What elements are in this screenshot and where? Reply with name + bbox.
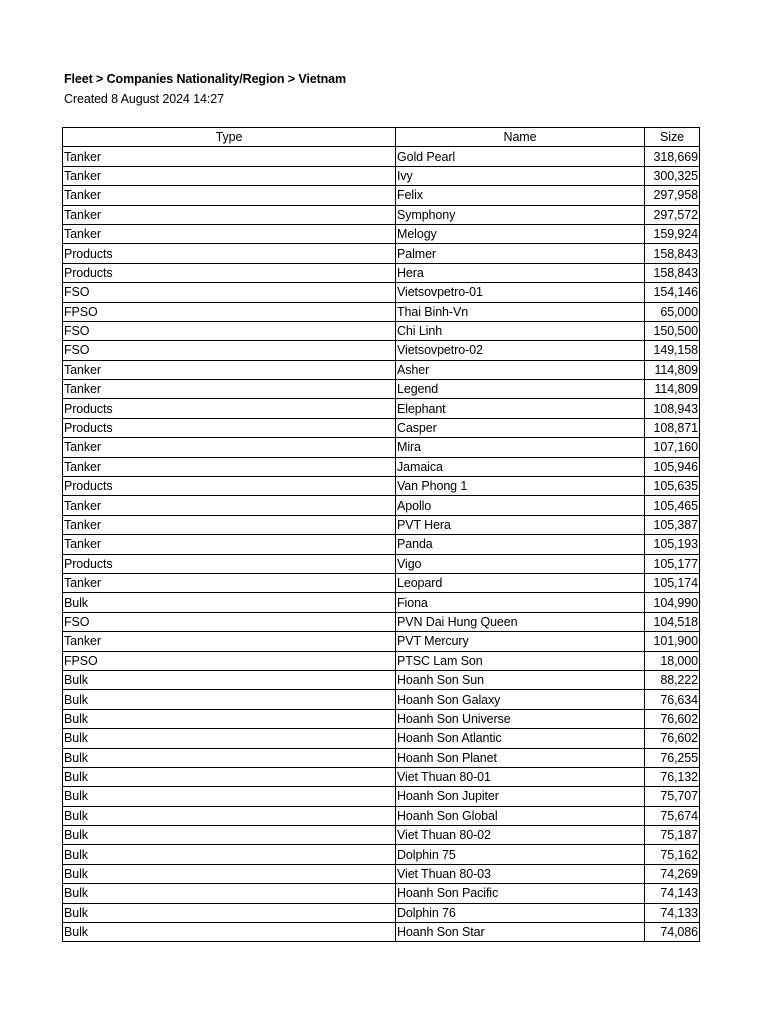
name-cell: Fiona bbox=[396, 593, 645, 612]
table-row bbox=[63, 263, 700, 282]
fleet-table bbox=[62, 127, 700, 942]
table-row bbox=[63, 399, 700, 418]
size-cell: 105,193 bbox=[645, 535, 700, 554]
name-cell: Hoanh Son Galaxy bbox=[396, 690, 645, 709]
table-row bbox=[63, 864, 700, 883]
type-cell: Bulk bbox=[63, 864, 396, 883]
name-cell: Hera bbox=[396, 263, 645, 282]
table-row bbox=[63, 244, 700, 263]
type-cell: Products bbox=[63, 418, 396, 437]
name-cell: Casper bbox=[396, 418, 645, 437]
type-cell: Tanker bbox=[63, 360, 396, 379]
table-row bbox=[63, 224, 700, 243]
column-header-type: Type bbox=[63, 128, 396, 147]
size-cell: 108,871 bbox=[645, 418, 700, 437]
type-cell: Bulk bbox=[63, 845, 396, 864]
table-row bbox=[63, 806, 700, 825]
name-cell: Hoanh Son Global bbox=[396, 806, 645, 825]
name-cell: Symphony bbox=[396, 205, 645, 224]
size-cell: 108,943 bbox=[645, 399, 700, 418]
type-cell: Bulk bbox=[63, 903, 396, 922]
type-cell: Tanker bbox=[63, 166, 396, 185]
size-cell: 158,843 bbox=[645, 244, 700, 263]
type-cell: Bulk bbox=[63, 767, 396, 786]
size-cell: 88,222 bbox=[645, 670, 700, 689]
type-cell: Bulk bbox=[63, 806, 396, 825]
type-cell: Tanker bbox=[63, 186, 396, 205]
type-cell: Tanker bbox=[63, 457, 396, 476]
size-cell: 76,255 bbox=[645, 748, 700, 767]
name-cell: Mira bbox=[396, 438, 645, 457]
type-cell: FSO bbox=[63, 283, 396, 302]
name-cell: Hoanh Son Universe bbox=[396, 709, 645, 728]
name-cell: Hoanh Son Pacific bbox=[396, 884, 645, 903]
table-row bbox=[63, 341, 700, 360]
name-cell: Legend bbox=[396, 380, 645, 399]
name-cell: Chi Linh bbox=[396, 321, 645, 340]
table-row bbox=[63, 651, 700, 670]
type-cell: Tanker bbox=[63, 224, 396, 243]
size-cell: 150,500 bbox=[645, 321, 700, 340]
table-row bbox=[63, 729, 700, 748]
breadcrumb: Fleet > Companies Nationality/Region > Vietnam bbox=[64, 72, 347, 86]
name-cell: Vietsovpetro-01 bbox=[396, 283, 645, 302]
name-cell: Gold Pearl bbox=[396, 147, 645, 166]
table-row bbox=[63, 302, 700, 321]
size-cell: 297,958 bbox=[645, 186, 700, 205]
type-cell: Tanker bbox=[63, 535, 396, 554]
size-cell: 75,707 bbox=[645, 787, 700, 806]
column-header-name: Name bbox=[396, 128, 645, 147]
name-cell: Vietsovpetro-02 bbox=[396, 341, 645, 360]
size-cell: 104,518 bbox=[645, 612, 700, 631]
name-cell: Viet Thuan 80-02 bbox=[396, 826, 645, 845]
size-cell: 76,602 bbox=[645, 729, 700, 748]
size-cell: 76,132 bbox=[645, 767, 700, 786]
name-cell: Viet Thuan 80-03 bbox=[396, 864, 645, 883]
type-cell: FPSO bbox=[63, 651, 396, 670]
table-row bbox=[63, 535, 700, 554]
type-cell: Bulk bbox=[63, 826, 396, 845]
size-cell: 159,924 bbox=[645, 224, 700, 243]
name-cell: Melogy bbox=[396, 224, 645, 243]
name-cell: Panda bbox=[396, 535, 645, 554]
table-row bbox=[63, 477, 700, 496]
type-cell: Tanker bbox=[63, 573, 396, 592]
table-row bbox=[63, 166, 700, 185]
type-cell: Products bbox=[63, 554, 396, 573]
size-cell: 105,465 bbox=[645, 496, 700, 515]
size-cell: 105,387 bbox=[645, 515, 700, 534]
name-cell: Vigo bbox=[396, 554, 645, 573]
name-cell: Leopard bbox=[396, 573, 645, 592]
table-row bbox=[63, 826, 700, 845]
type-cell: Tanker bbox=[63, 632, 396, 651]
type-cell: Bulk bbox=[63, 787, 396, 806]
table-row bbox=[63, 709, 700, 728]
table-row bbox=[63, 147, 700, 166]
name-cell: Van Phong 1 bbox=[396, 477, 645, 496]
size-cell: 75,162 bbox=[645, 845, 700, 864]
size-cell: 74,086 bbox=[645, 923, 700, 942]
name-cell: Hoanh Son Atlantic bbox=[396, 729, 645, 748]
table-row bbox=[63, 418, 700, 437]
size-cell: 300,325 bbox=[645, 166, 700, 185]
table-row bbox=[63, 554, 700, 573]
name-cell: Apollo bbox=[396, 496, 645, 515]
type-cell: Products bbox=[63, 477, 396, 496]
size-cell: 105,946 bbox=[645, 457, 700, 476]
size-cell: 75,187 bbox=[645, 826, 700, 845]
name-cell: PTSC Lam Son bbox=[396, 651, 645, 670]
type-cell: Bulk bbox=[63, 670, 396, 689]
table-row bbox=[63, 360, 700, 379]
name-cell: Palmer bbox=[396, 244, 645, 263]
table-header-row bbox=[63, 128, 700, 147]
type-cell: Bulk bbox=[63, 729, 396, 748]
table-row bbox=[63, 612, 700, 631]
table-row bbox=[63, 496, 700, 515]
name-cell: Ivy bbox=[396, 166, 645, 185]
table-row bbox=[63, 923, 700, 942]
column-header-size: Size bbox=[645, 128, 700, 147]
type-cell: FSO bbox=[63, 612, 396, 631]
size-cell: 74,133 bbox=[645, 903, 700, 922]
type-cell: Bulk bbox=[63, 884, 396, 903]
table-row bbox=[63, 457, 700, 476]
size-cell: 75,674 bbox=[645, 806, 700, 825]
type-cell: Products bbox=[63, 263, 396, 282]
size-cell: 114,809 bbox=[645, 380, 700, 399]
size-cell: 101,900 bbox=[645, 632, 700, 651]
table-row bbox=[63, 205, 700, 224]
table-row bbox=[63, 690, 700, 709]
page-header bbox=[64, 70, 346, 108]
created-timestamp: Created 8 August 2024 14:27 bbox=[64, 92, 224, 106]
table-row bbox=[63, 186, 700, 205]
table-row bbox=[63, 573, 700, 592]
table-row bbox=[63, 845, 700, 864]
table-row bbox=[63, 593, 700, 612]
type-cell: FSO bbox=[63, 321, 396, 340]
size-cell: 297,572 bbox=[645, 205, 700, 224]
table-row bbox=[63, 767, 700, 786]
size-cell: 74,269 bbox=[645, 864, 700, 883]
type-cell: FSO bbox=[63, 341, 396, 360]
size-cell: 65,000 bbox=[645, 302, 700, 321]
type-cell: Tanker bbox=[63, 205, 396, 224]
size-cell: 158,843 bbox=[645, 263, 700, 282]
size-cell: 76,602 bbox=[645, 709, 700, 728]
size-cell: 107,160 bbox=[645, 438, 700, 457]
name-cell: Elephant bbox=[396, 399, 645, 418]
name-cell: Felix bbox=[396, 186, 645, 205]
type-cell: Bulk bbox=[63, 923, 396, 942]
type-cell: Bulk bbox=[63, 748, 396, 767]
table-row bbox=[63, 632, 700, 651]
table-row bbox=[63, 283, 700, 302]
size-cell: 105,635 bbox=[645, 477, 700, 496]
size-cell: 154,146 bbox=[645, 283, 700, 302]
type-cell: Bulk bbox=[63, 593, 396, 612]
name-cell: Dolphin 76 bbox=[396, 903, 645, 922]
table-row bbox=[63, 787, 700, 806]
name-cell: Hoanh Son Sun bbox=[396, 670, 645, 689]
type-cell: Tanker bbox=[63, 147, 396, 166]
size-cell: 76,634 bbox=[645, 690, 700, 709]
table-row bbox=[63, 884, 700, 903]
name-cell: Dolphin 75 bbox=[396, 845, 645, 864]
size-cell: 104,990 bbox=[645, 593, 700, 612]
name-cell: Viet Thuan 80-01 bbox=[396, 767, 645, 786]
type-cell: Products bbox=[63, 244, 396, 263]
name-cell: Thai Binh-Vn bbox=[396, 302, 645, 321]
name-cell: PVT Mercury bbox=[396, 632, 645, 651]
type-cell: Tanker bbox=[63, 515, 396, 534]
table-row bbox=[63, 380, 700, 399]
name-cell: Asher bbox=[396, 360, 645, 379]
size-cell: 318,669 bbox=[645, 147, 700, 166]
type-cell: Products bbox=[63, 399, 396, 418]
name-cell: PVT Hera bbox=[396, 515, 645, 534]
type-cell: Tanker bbox=[63, 438, 396, 457]
size-cell: 114,809 bbox=[645, 360, 700, 379]
name-cell: PVN Dai Hung Queen bbox=[396, 612, 645, 631]
table-body bbox=[63, 147, 700, 942]
size-cell: 149,158 bbox=[645, 341, 700, 360]
type-cell: Bulk bbox=[63, 690, 396, 709]
size-cell: 74,143 bbox=[645, 884, 700, 903]
name-cell: Hoanh Son Star bbox=[396, 923, 645, 942]
type-cell: FPSO bbox=[63, 302, 396, 321]
size-cell: 18,000 bbox=[645, 651, 700, 670]
size-cell: 105,174 bbox=[645, 573, 700, 592]
table-row bbox=[63, 321, 700, 340]
table-row bbox=[63, 438, 700, 457]
type-cell: Tanker bbox=[63, 496, 396, 515]
type-cell: Bulk bbox=[63, 709, 396, 728]
type-cell: Tanker bbox=[63, 380, 396, 399]
table-row bbox=[63, 748, 700, 767]
name-cell: Hoanh Son Jupiter bbox=[396, 787, 645, 806]
name-cell: Hoanh Son Planet bbox=[396, 748, 645, 767]
table-row bbox=[63, 670, 700, 689]
table-row bbox=[63, 903, 700, 922]
name-cell: Jamaica bbox=[396, 457, 645, 476]
size-cell: 105,177 bbox=[645, 554, 700, 573]
table-row bbox=[63, 515, 700, 534]
